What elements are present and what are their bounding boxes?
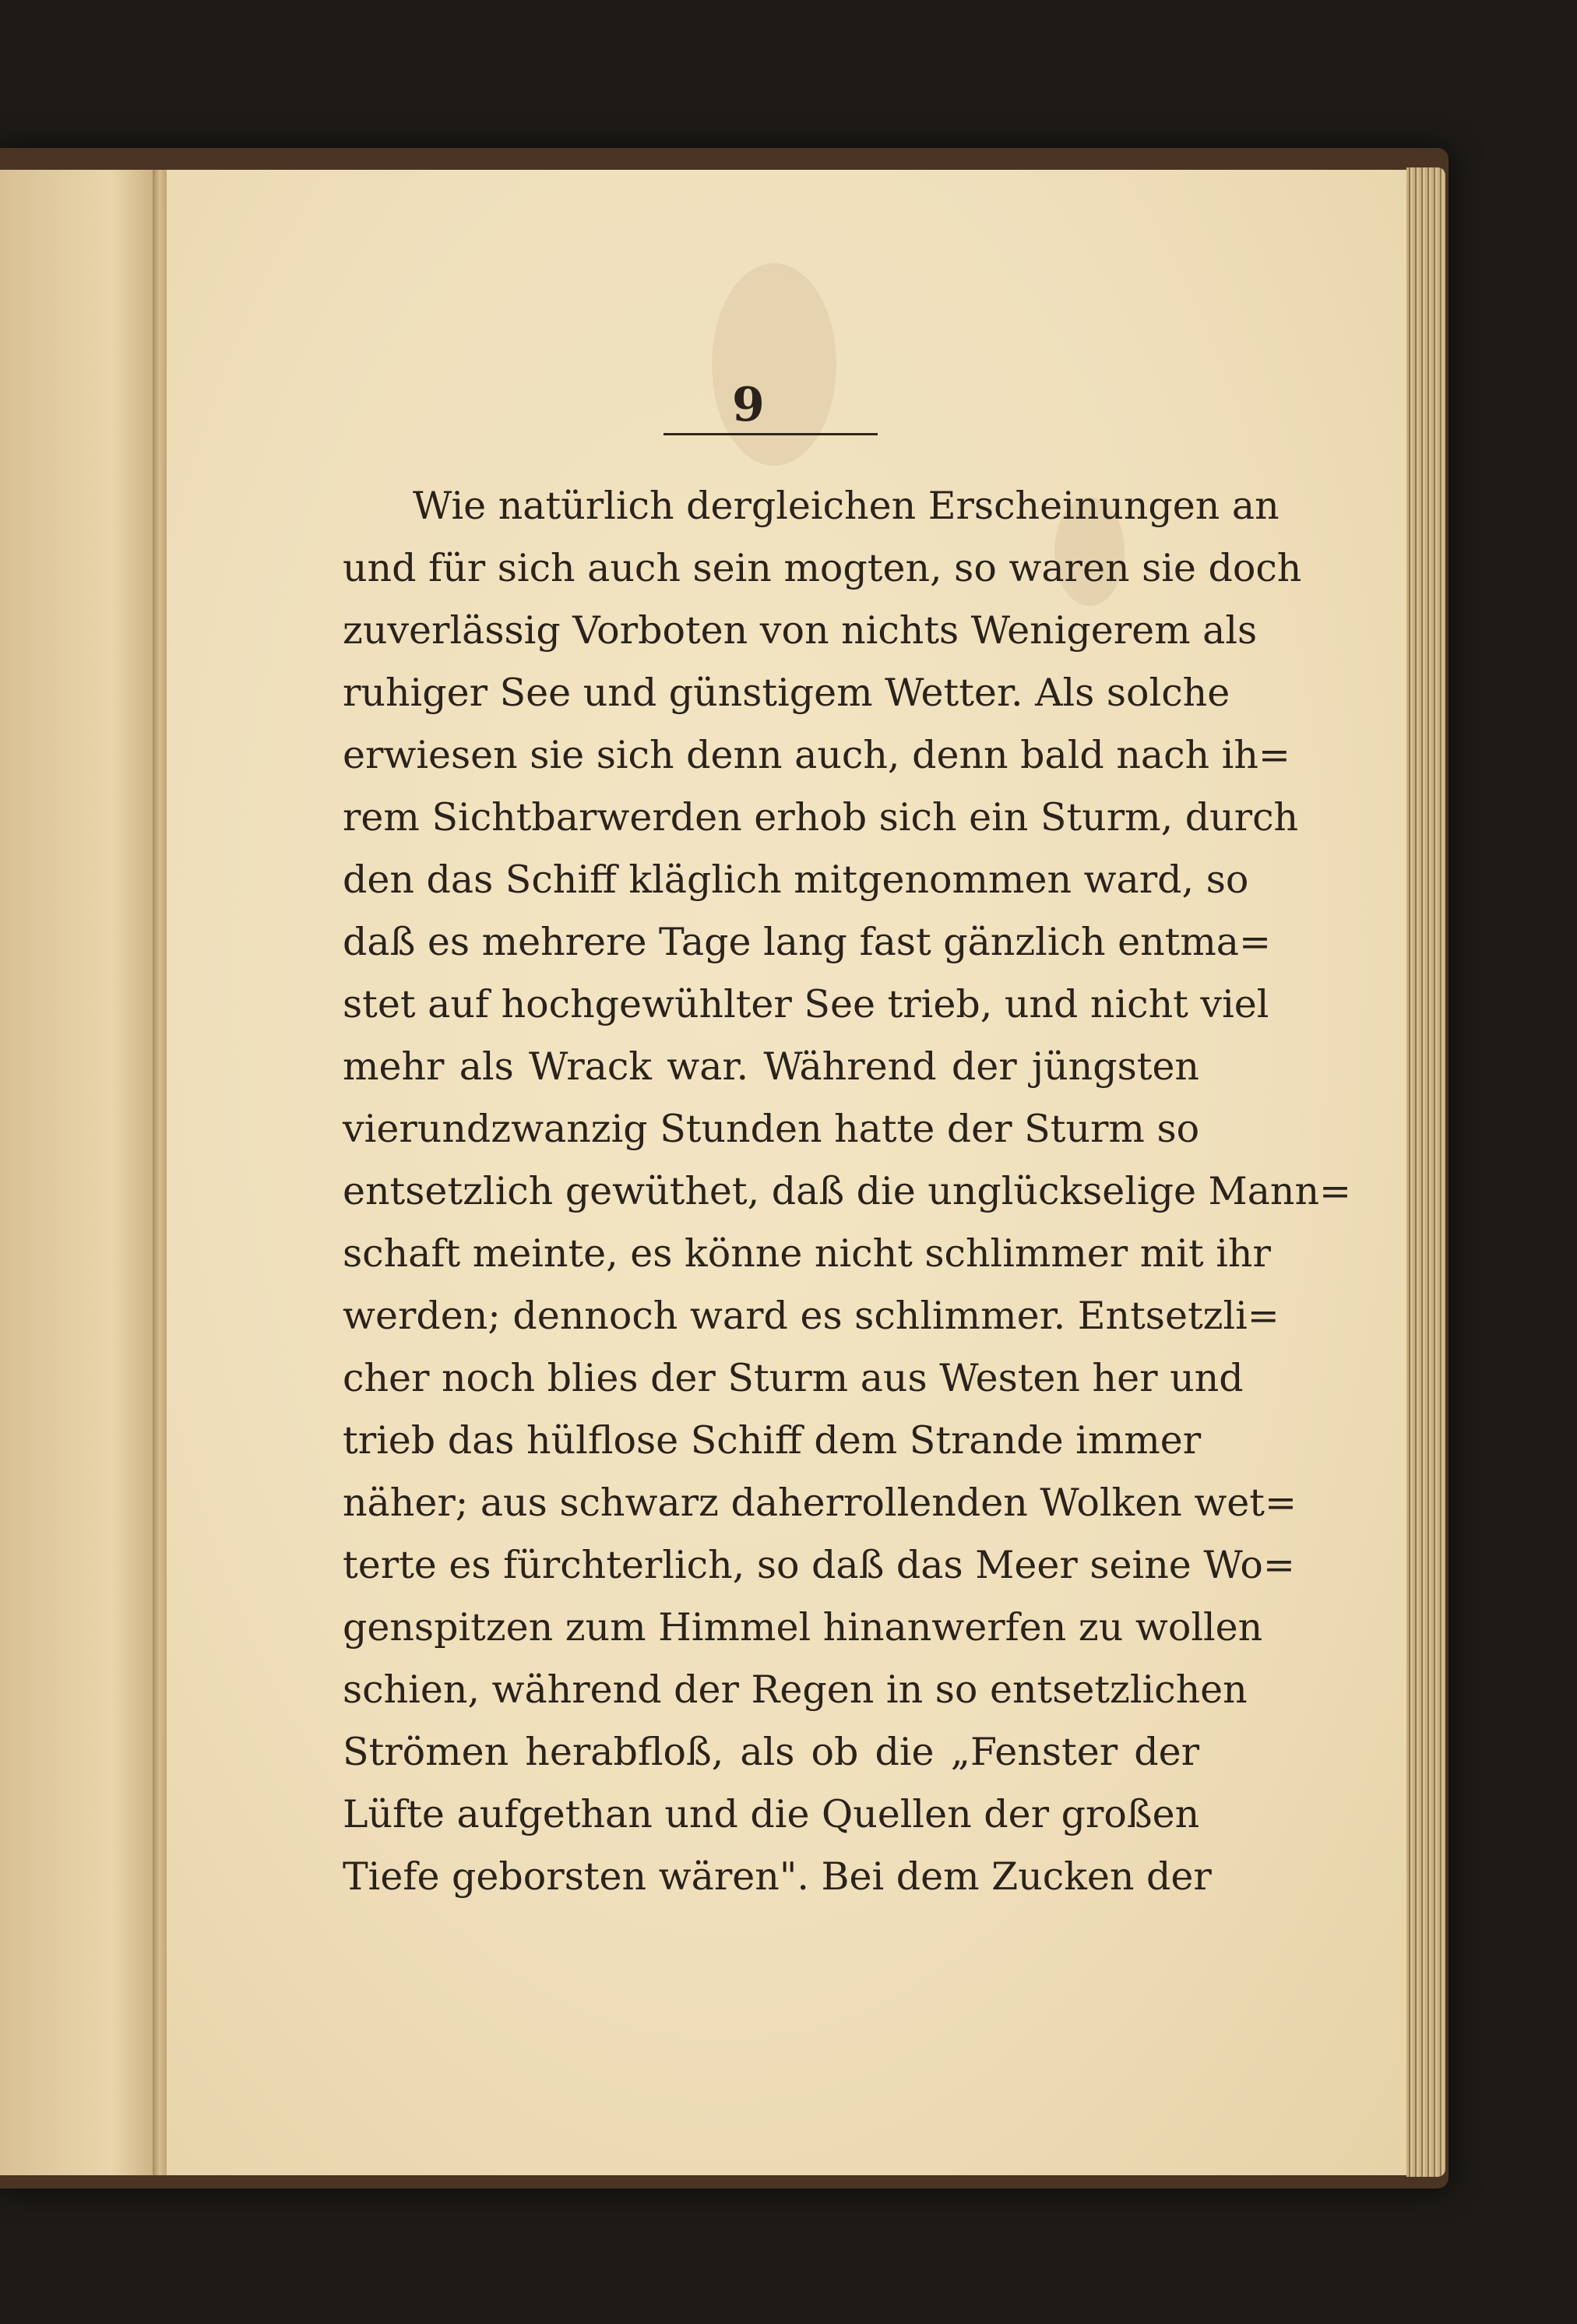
text-line: stet auf hochgewühlter See trieb, und nicht viel [343,982,1269,1026]
header-rule [664,433,878,435]
text-line: ruhiger See und günstigem Wetter. Als solche [343,671,1230,715]
text-line: trieb das hülflose Schiff dem Strande immer [343,1418,1202,1463]
text-line: näher; aus schwarz daherrollenden Wolken wet= [343,1481,1297,1525]
text-line: zuverlässig Vorboten von nichts Wenigerem als [343,608,1258,653]
text-line: und für sich auch sein mogten, so waren sie doch [343,546,1302,590]
text-line: schaft meinte, es könne nicht schlimmer mit ihr [343,1231,1271,1276]
text-line: werden; dennoch ward es schlimmer. Entsetzli= [343,1294,1280,1338]
text-line: den das Schiff kläglich mitgenommen ward, so [343,857,1249,902]
text-line: mehr als Wrack war. Während der jüngsten [343,1044,1199,1089]
page-number: 9 [732,378,765,432]
page-edges [1406,167,1445,2177]
text-line: schien, während der Regen in so entsetzlichen [343,1667,1248,1712]
text-line: Lüfte aufgethan und die Quellen der großen [343,1792,1200,1836]
left-page [0,170,160,2175]
text-line: daß es mehrere Tage lang fast gänzlich entma= [343,920,1272,964]
text-line: rem Sichtbarwerden erhob sich ein Sturm, durch [343,795,1299,840]
text-line: Tiefe geborsten wären". Bei dem Zucken der [343,1854,1212,1899]
text-line: genspitzen zum Himmel hinanwerfen zu wollen [343,1605,1263,1650]
text-line: Wie natürlich dergleichen Erscheinungen an [413,484,1280,528]
paper-stain [712,263,836,466]
text-line: Strömen herabfloß, als ob die „Fenster der [343,1730,1199,1774]
text-line: cher noch blies der Sturm aus Westen her und [343,1356,1244,1400]
text-line: terte es fürchterlich, so daß das Meer seine Wo= [343,1543,1295,1587]
text-line: entsetzlich gewüthet, daß die unglückselige Mann= [343,1169,1352,1213]
body-text [343,475,1352,1908]
text-line: erwiesen sie sich denn auch, denn bald nach ih= [343,733,1290,777]
text-line: vierundzwanzig Stunden hatte der Sturm so [343,1107,1200,1151]
